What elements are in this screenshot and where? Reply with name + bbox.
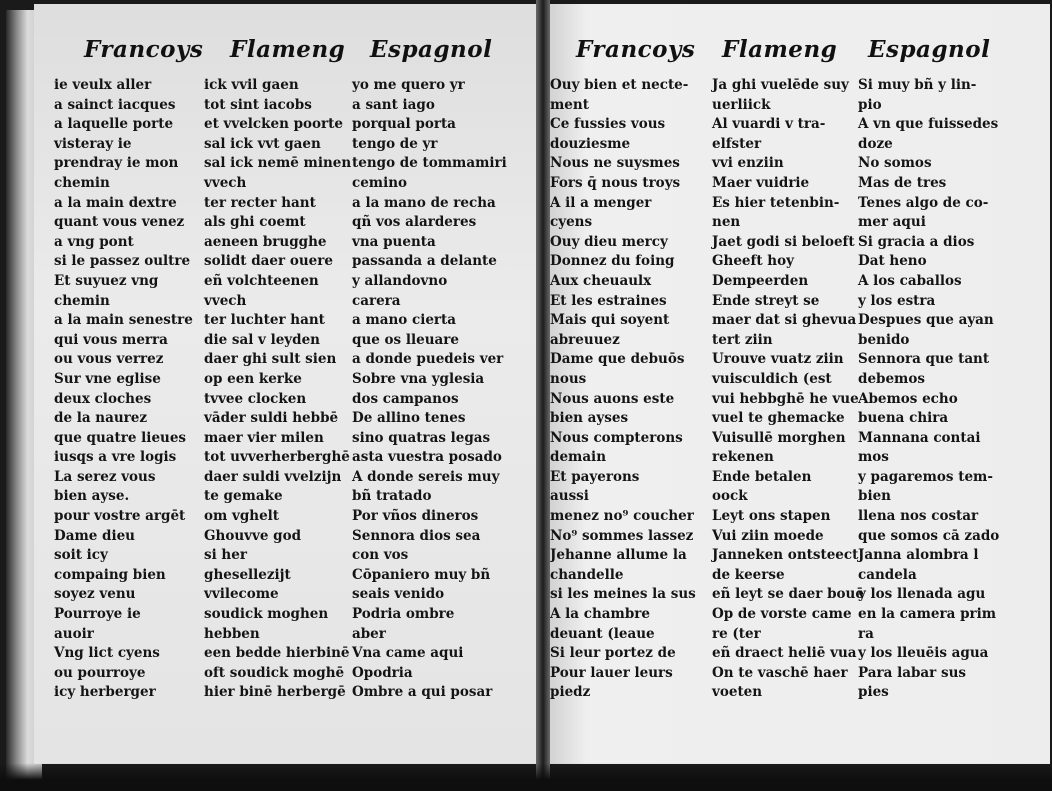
text-line: yo me quero yr bbox=[352, 77, 465, 93]
text-line: Sur vne eglise bbox=[54, 370, 161, 387]
text-line: nous bbox=[550, 370, 587, 387]
text-line: cyens bbox=[550, 214, 593, 231]
bottom-shadow bbox=[0, 763, 1052, 791]
text-line: Podria ombre bbox=[352, 606, 455, 623]
text-line: deuant (leaue bbox=[550, 625, 655, 642]
text-line: y los lleuēis agua bbox=[858, 645, 989, 662]
text-line: Vna came aqui bbox=[352, 645, 464, 662]
text-line: Et suyuez vng bbox=[54, 272, 159, 289]
text-line: De allino tenes bbox=[352, 410, 466, 427]
text-line: daer suldi vvelzijn bbox=[204, 468, 342, 485]
text-line: vāder suldi hebbē bbox=[204, 410, 339, 427]
text-line: a mano cierta bbox=[352, 312, 457, 329]
text-line: A la chambre bbox=[550, 606, 650, 623]
text-line: prendray ie mon bbox=[54, 155, 179, 172]
text-line: bien bbox=[858, 488, 891, 505]
left-header-espagnol: Espagnol bbox=[370, 36, 493, 63]
text-line: vui hebbghē he vue bbox=[712, 390, 859, 407]
text-line: Nous ne suysmes bbox=[550, 155, 680, 172]
text-line: Sennora dios sea bbox=[352, 527, 481, 544]
text-line: Donnez du foing bbox=[550, 253, 675, 270]
text-line: sal ick nemē minen bbox=[204, 155, 352, 172]
text-line: a laquelle porte bbox=[54, 116, 174, 133]
text-line: vvilecome bbox=[204, 586, 279, 603]
text-line: om vghelt bbox=[204, 508, 280, 525]
text-line: Abemos echo bbox=[858, 390, 958, 407]
text-line: oft soudick moghē bbox=[204, 664, 345, 681]
text-line: soudick moghen bbox=[204, 606, 329, 623]
text-line: bñ tratado bbox=[352, 488, 432, 505]
text-line: A donde sereis muy bbox=[352, 468, 500, 485]
text-line: chemin bbox=[54, 292, 110, 309]
text-line: Aux cheuaulx bbox=[550, 272, 652, 289]
text-line: Maer vuidrie bbox=[712, 174, 810, 191]
text-line: op een kerke bbox=[204, 370, 302, 387]
text-line: Jehanne allume la bbox=[550, 547, 687, 564]
text-line: quant vous venez bbox=[54, 214, 185, 231]
text-line: A vn que fuissedes bbox=[858, 116, 999, 133]
text-line: hebben bbox=[204, 625, 260, 642]
text-line: eñ volchteenen bbox=[204, 272, 319, 289]
text-line: Si gracia a dios bbox=[858, 233, 975, 250]
text-line: y allandovno bbox=[352, 272, 448, 289]
text-line: Dame dieu bbox=[54, 527, 135, 544]
text-line: ou vous verrez bbox=[54, 351, 164, 368]
text-line: vna puenta bbox=[352, 233, 436, 250]
text-line: ie veulx aller bbox=[54, 77, 152, 93]
text-line: ter luchter hant bbox=[204, 312, 325, 329]
text-line: tvvee clocken bbox=[204, 390, 307, 407]
text-line: Ende streyt se bbox=[712, 292, 820, 309]
text-line: Para labar sus bbox=[858, 664, 966, 681]
text-line: y pagaremos tem- bbox=[858, 468, 993, 485]
text-line: Por vños dineros bbox=[352, 508, 479, 525]
text-line: a vng pont bbox=[54, 233, 134, 250]
text-line: a la main dextre bbox=[54, 194, 177, 211]
text-line: Mannana contai bbox=[858, 429, 981, 446]
text-line: deux cloches bbox=[54, 390, 152, 407]
text-line: Ouy dieu mercy bbox=[550, 233, 668, 250]
text-line: soit icy bbox=[54, 547, 108, 564]
text-line: aber bbox=[352, 625, 386, 642]
text-line: Ouy bien et necte- bbox=[550, 77, 689, 93]
text-line: La serez vous bbox=[54, 468, 156, 485]
text-line: qui vous merra bbox=[54, 331, 168, 348]
text-line: nen bbox=[712, 214, 741, 231]
text-line: Al vuardi v tra- bbox=[712, 116, 826, 133]
left-header-flameng: Flameng bbox=[230, 36, 346, 63]
text-line: Janneken ontsteect bbox=[712, 547, 859, 564]
text-line: piedz bbox=[550, 684, 591, 701]
text-line: een bedde hierbinē bbox=[204, 645, 350, 662]
text-line: sino quatras legas bbox=[352, 429, 491, 446]
text-line: On te vaschē haer bbox=[712, 664, 848, 681]
text-line: Ce fussies vous bbox=[550, 116, 666, 133]
text-line: voeten bbox=[712, 684, 763, 701]
text-line: chemin bbox=[54, 174, 110, 191]
text-line: icy herberger bbox=[54, 684, 156, 701]
text-line: tengo de yr bbox=[352, 135, 438, 152]
text-line: maer dat si ghevua bbox=[712, 312, 857, 329]
text-line: Si leur portez de bbox=[550, 645, 676, 662]
text-line: ment bbox=[550, 96, 589, 113]
text-line: Sobre vna yglesia bbox=[352, 370, 485, 387]
text-line: re (ter bbox=[712, 625, 761, 642]
text-line: daer ghi sult sien bbox=[204, 351, 337, 368]
text-line: ra bbox=[858, 625, 874, 642]
text-line: Nous compterons bbox=[550, 429, 683, 446]
text-line: Mais qui soyent bbox=[550, 312, 670, 329]
text-line: Ende betalen bbox=[712, 468, 812, 485]
text-line: y los estra bbox=[858, 292, 936, 309]
text-line: Dempeerden bbox=[712, 272, 809, 289]
text-line: demain bbox=[550, 449, 607, 466]
text-line: iusqs a vre logis bbox=[54, 449, 177, 466]
text-line: si le passez oultre bbox=[54, 253, 191, 270]
text-line: maer vier milen bbox=[204, 429, 324, 446]
text-line: Ombre a qui posar bbox=[352, 684, 493, 701]
text-line: tot uvverherberghē bbox=[204, 449, 350, 466]
text-line: Dat heno bbox=[858, 253, 927, 270]
text-line: auoir bbox=[54, 625, 94, 642]
text-line: Si muy bñ y lin- bbox=[858, 77, 977, 93]
text-line: Tenes algo de co- bbox=[858, 194, 989, 211]
text-line: bien ayses bbox=[550, 410, 629, 427]
right-header-espagnol: Espagnol bbox=[868, 36, 991, 63]
text-line: a la mano de recha bbox=[352, 194, 496, 211]
text-line: douziesme bbox=[550, 135, 631, 152]
text-line: Ja ghi vuelēde suy bbox=[712, 77, 849, 93]
text-line: No somos bbox=[858, 155, 932, 172]
text-line: elfster bbox=[712, 135, 762, 152]
text-line: mer aqui bbox=[858, 214, 926, 231]
text-line: qñ vos alarderes bbox=[352, 214, 477, 231]
text-line: dos campanos bbox=[352, 390, 459, 407]
text-line: Et les estraines bbox=[550, 292, 667, 309]
text-line: ick vvil gaen bbox=[204, 77, 299, 93]
text-line: aussi bbox=[550, 488, 589, 505]
text-line: sal ick vvt gaen bbox=[204, 135, 321, 152]
text-line: doze bbox=[858, 135, 893, 152]
text-line: a sant iago bbox=[352, 96, 435, 113]
text-line: y los llenada agu bbox=[858, 586, 986, 603]
right-header-francoys: Francoys bbox=[576, 36, 696, 63]
text-line: visteray ie bbox=[54, 135, 132, 152]
text-line: menez no⁹ coucher bbox=[550, 508, 694, 525]
text-line: eñ draect heliē vua bbox=[712, 645, 857, 662]
text-line: Vuisullē morghen bbox=[712, 429, 846, 446]
text-line: Cōpaniero muy bñ bbox=[352, 566, 491, 583]
text-line: a la main senestre bbox=[54, 312, 193, 329]
text-line: Opodria bbox=[352, 664, 413, 681]
left-column-francoys bbox=[54, 76, 193, 703]
text-line: ter recter hant bbox=[204, 194, 316, 211]
text-line: uerliick bbox=[712, 96, 771, 113]
left-page bbox=[34, 4, 544, 764]
text-line: a sainct iacques bbox=[54, 96, 176, 113]
right-column-francoys bbox=[550, 76, 696, 703]
text-line: que somos cā zado bbox=[858, 527, 1000, 544]
text-line: eñ leyt se daer bouē bbox=[712, 586, 864, 603]
text-line: ou pourroye bbox=[54, 664, 146, 681]
text-line: vvech bbox=[204, 292, 247, 309]
right-header-flameng: Flameng bbox=[722, 36, 838, 63]
text-line: soyez venu bbox=[54, 586, 136, 603]
text-line: si her bbox=[204, 547, 247, 564]
text-line: pio bbox=[858, 96, 882, 113]
text-line: A il a menger bbox=[550, 194, 652, 211]
text-line: Sennora que tant bbox=[858, 351, 990, 368]
text-line: tert ziin bbox=[712, 331, 773, 348]
text-line: et vvelcken poorte bbox=[204, 116, 343, 133]
text-line: als ghi coemt bbox=[204, 214, 306, 231]
text-line: de la naurez bbox=[54, 410, 148, 427]
text-line: Nous auons este bbox=[550, 390, 675, 407]
text-line: Urouve vuatz ziin bbox=[712, 351, 844, 368]
text-line: Leyt ons stapen bbox=[712, 508, 831, 525]
text-line: Ghouvve god bbox=[204, 527, 302, 544]
text-line: vvi enziin bbox=[712, 155, 784, 172]
text-line: carera bbox=[352, 292, 401, 309]
text-line: que os lleuare bbox=[352, 331, 459, 348]
right-column-espagnol bbox=[858, 76, 999, 703]
left-header-francoys: Francoys bbox=[84, 36, 204, 63]
text-line: asta vuestra posado bbox=[352, 449, 502, 466]
text-line: rekenen bbox=[712, 449, 774, 466]
text-line: oock bbox=[712, 488, 748, 505]
text-line: vuel te ghemacke bbox=[712, 410, 845, 427]
text-line: te gemake bbox=[204, 488, 283, 505]
text-line: pies bbox=[858, 684, 889, 701]
text-line: mos bbox=[858, 449, 889, 466]
text-line: porqual porta bbox=[352, 116, 456, 133]
text-line: Vng lict cyens bbox=[54, 645, 160, 662]
text-line: a donde puedeis ver bbox=[352, 351, 504, 368]
text-line: abreuuez bbox=[550, 331, 620, 348]
text-line: No⁹ sommes lassez bbox=[550, 527, 694, 544]
text-line: Despues que ayan bbox=[858, 312, 994, 329]
text-line: chandelle bbox=[550, 566, 624, 583]
text-line: en la camera prim bbox=[858, 606, 997, 623]
text-line: ghesellezijt bbox=[204, 566, 291, 583]
text-line: Et payerons bbox=[550, 468, 640, 485]
text-line: de keerse bbox=[712, 566, 785, 583]
text-line: Gheeft hoy bbox=[712, 253, 794, 270]
left-column-espagnol bbox=[352, 76, 507, 703]
text-line: Op de vorste came bbox=[712, 606, 852, 623]
text-line: hier binē herbergē bbox=[204, 684, 346, 701]
text-line: aeneen brugghe bbox=[204, 233, 327, 250]
text-line: con vos bbox=[352, 547, 409, 564]
text-line: debemos bbox=[858, 370, 925, 387]
text-line: Vui ziin moede bbox=[712, 527, 824, 544]
text-line: si les meines la sus bbox=[550, 586, 696, 603]
text-line: llena nos costar bbox=[858, 508, 979, 525]
text-line: seais venido bbox=[352, 586, 445, 603]
text-line: Es hier tetenbin- bbox=[712, 194, 840, 211]
right-page bbox=[546, 4, 1050, 764]
text-line: Fors q̄ nous troys bbox=[550, 174, 681, 191]
text-line: tengo de tommamiri bbox=[352, 155, 507, 172]
text-line: tot sint iacobs bbox=[204, 96, 312, 113]
text-line: Jaet godi si beloeft bbox=[712, 233, 855, 250]
text-line: candela bbox=[858, 566, 917, 583]
text-line: Mas de tres bbox=[858, 174, 947, 191]
text-line: que quatre lieues bbox=[54, 429, 187, 446]
text-line: cemino bbox=[352, 174, 408, 191]
text-line: buena chira bbox=[858, 410, 949, 427]
text-line: A los caballos bbox=[858, 272, 962, 289]
right-column-flameng bbox=[712, 76, 864, 703]
book-gutter bbox=[536, 0, 550, 791]
text-line: Pour lauer leurs bbox=[550, 664, 673, 681]
text-line: Pourroye ie bbox=[54, 606, 141, 623]
left-column-flameng bbox=[204, 76, 351, 703]
text-line: benido bbox=[858, 331, 910, 348]
text-line: passanda a delante bbox=[352, 253, 497, 270]
text-line: compaing bien bbox=[54, 566, 166, 583]
text-line: die sal v leyden bbox=[204, 331, 320, 348]
text-line: vuisculdich (est bbox=[712, 370, 832, 387]
text-line: solidt daer ouere bbox=[204, 253, 333, 270]
text-line: bien ayse. bbox=[54, 488, 130, 505]
text-line: Dame que debuōs bbox=[550, 351, 685, 368]
text-line: pour vostre argēt bbox=[54, 508, 186, 525]
text-line: vvech bbox=[204, 174, 247, 191]
text-line: Janna alombra l bbox=[858, 547, 979, 564]
